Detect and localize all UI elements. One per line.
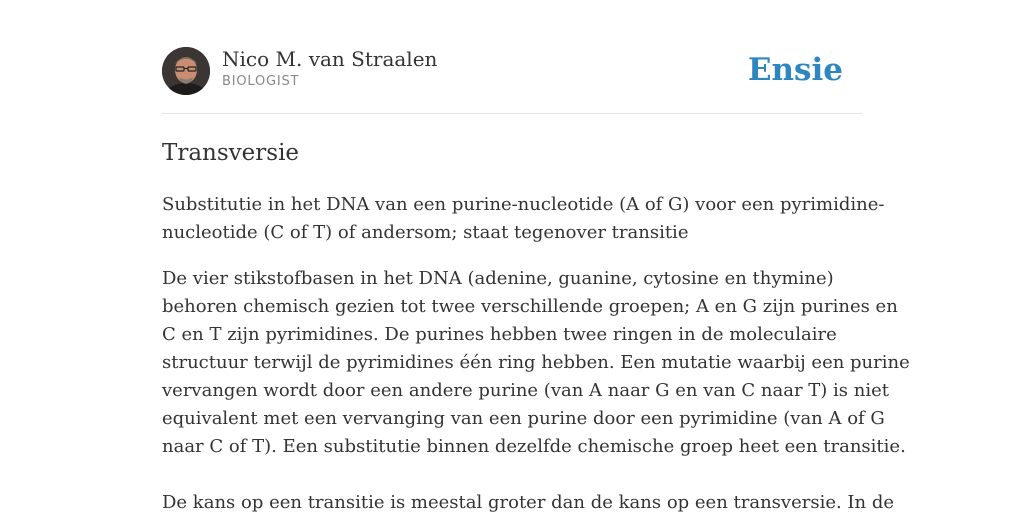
entry-card bbox=[162, 46, 910, 512]
author-header bbox=[162, 46, 862, 114]
body-line: equivalent met een vervanging van een purine door een pyrimidine (van A of G bbox=[162, 408, 885, 429]
brand-logo[interactable]: Ensie bbox=[747, 52, 843, 88]
body-line: behoren chemisch gezien tot twee verschillende groepen; A en G zijn purines en bbox=[162, 296, 898, 317]
body-line: naar C of T). Een substitutie binnen dezelfde chemische groep heet een transitie. bbox=[162, 436, 906, 457]
body-line: De vier stikstofbasen in het DNA (adenine, guanine, cytosine en thymine) bbox=[162, 268, 834, 289]
body-line: structuur terwijl de pyrimidines één ring hebben. Een mutatie waarbij een purine bbox=[162, 352, 910, 373]
author-name[interactable]: Nico M. van Straalen bbox=[222, 47, 438, 71]
definition-line: nucleotide (C of T) of andersom; staat tegenover transitie bbox=[162, 222, 689, 243]
entry-title: Transversie bbox=[162, 140, 300, 166]
author-role: BIOLOGIST bbox=[222, 74, 300, 89]
body-paragraph-2 bbox=[162, 489, 895, 512]
author-avatar[interactable] bbox=[162, 47, 210, 95]
body-paragraph-1 bbox=[162, 265, 910, 461]
entry-body bbox=[162, 265, 910, 512]
body-line: C en T zijn pyrimidines. De purines hebben twee ringen in de moleculaire bbox=[162, 324, 837, 345]
body-line: vervangen wordt door een andere purine (van A naar G en van C naar T) is niet bbox=[162, 380, 889, 401]
entry-definition bbox=[162, 191, 885, 247]
body-line: De kans op een transitie is meestal groter dan de kans op een transversie. In de bbox=[162, 492, 895, 512]
avatar-portrait-icon bbox=[162, 47, 210, 95]
definition-line: Substitutie in het DNA van een purine-nucleotide (A of G) voor een pyrimidine- bbox=[162, 194, 885, 215]
